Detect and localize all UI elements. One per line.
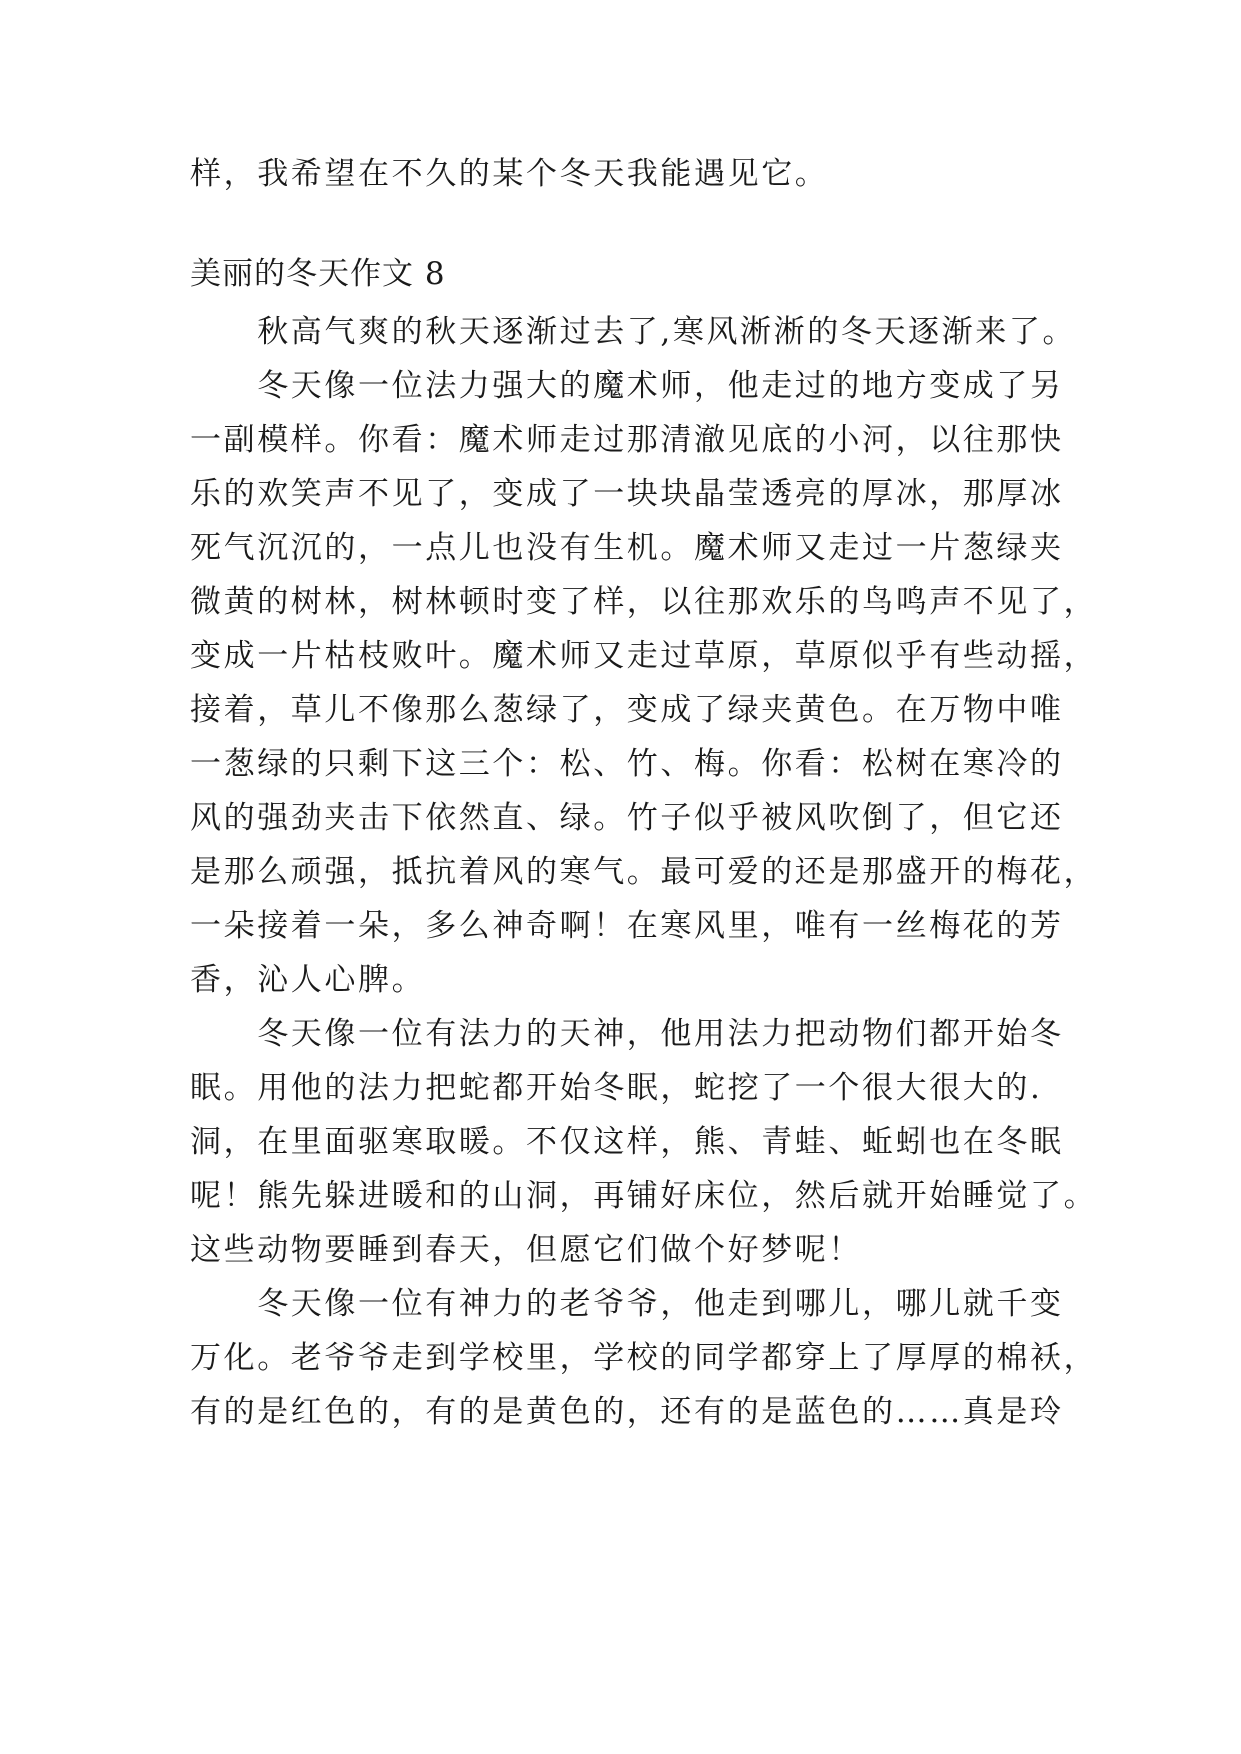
paragraph-line: 冬天像一位法力强大的魔术师，他走过的地方变成了另 [190,368,1064,404]
paragraph-line: 这些动物要睡到春天，但愿它们做个好梦呢！ [190,1232,862,1268]
paragraph-line: 一朵接着一朵，多么神奇啊！在寒风里，唯有一丝梅花的芳 [190,908,1064,944]
paragraph-line: 眠。用他的法力把蛇都开始冬眠，蛇挖了一个很大很大的. [190,1070,1043,1106]
paragraph-line: 万化。老爷爷走到学校里，学校的同学都穿上了厚厚的棉袄， [190,1340,1098,1376]
paragraph-line: 冬天像一位有法力的天神，他用法力把动物们都开始冬 [190,1016,1064,1052]
paragraph-line: 乐的欢笑声不见了，变成了一块块晶莹透亮的厚冰，那厚冰 [190,476,1064,512]
paragraph-line: 风的强劲夹击下依然直、绿。竹子似乎被风吹倒了，但它还 [190,800,1064,836]
paragraph-continuation: 样，我希望在不久的某个冬天我能遇见它。 [190,156,829,192]
paragraph-line: 接着，草儿不像那么葱绿了，变成了绿夹黄色。在万物中唯 [190,692,1064,728]
paragraph-line: 死气沉沉的，一点儿也没有生机。魔术师又走过一片葱绿夹 [190,530,1064,566]
paragraph-line: 一副模样。你看：魔术师走过那清澈见底的小河，以往那快 [190,422,1064,458]
paragraph-line: 秋高气爽的秋天逐渐过去了,寒风淅淅的冬天逐渐来了。 [190,314,1077,350]
section-title: 美丽的冬天作文 8 [190,256,446,292]
paragraph-line: 香，沁人心脾。 [190,962,426,998]
paragraph-line: 有的是红色的，有的是黄色的，还有的是蓝色的……真是玲 [190,1394,1064,1430]
paragraph-line: 呢！熊先躲进暖和的山洞，再铺好床位，然后就开始睡觉了。 [190,1178,1098,1214]
paragraph-line: 洞，在里面驱寒取暖。不仅这样，熊、青蛙、蚯蚓也在冬眠 [190,1124,1064,1160]
paragraph-line: 微黄的树林，树林顿时变了样，以往那欢乐的鸟鸣声不见了， [190,584,1098,620]
paragraph-line: 是那么顽强，抵抗着风的寒气。最可爱的还是那盛开的梅花， [190,854,1098,890]
paragraph-line: 变成一片枯枝败叶。魔术师又走过草原，草原似乎有些动摇， [190,638,1098,674]
paragraph-line: 冬天像一位有神力的老爷爷，他走到哪儿，哪儿就千变 [190,1286,1064,1322]
paragraph-line: 一葱绿的只剩下这三个：松、竹、梅。你看：松树在寒冷的 [190,746,1064,782]
